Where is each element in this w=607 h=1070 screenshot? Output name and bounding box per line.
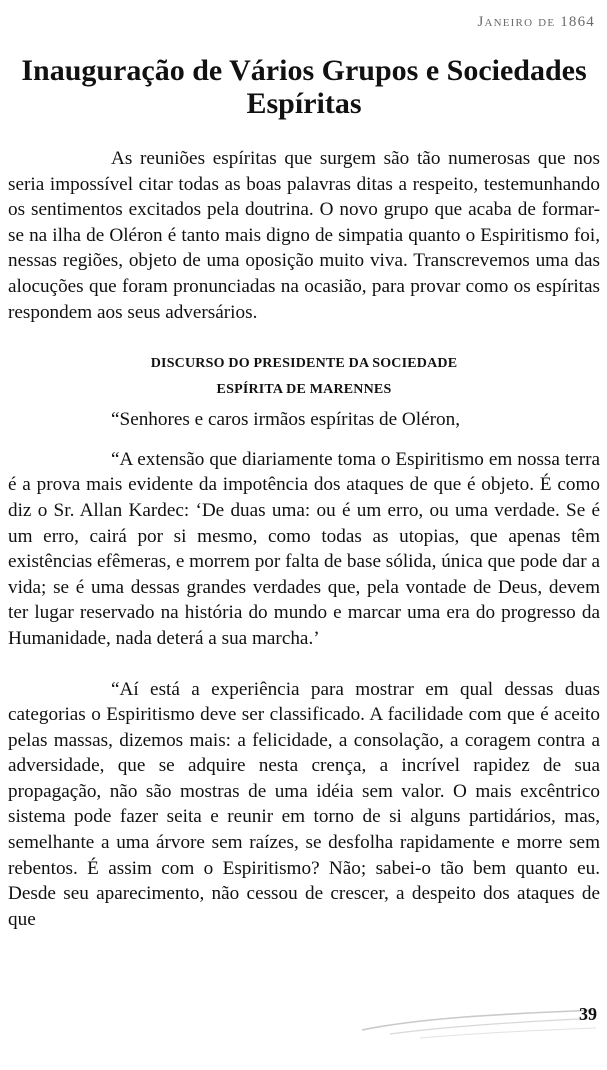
article-title: Inauguração de Vários Grupos e Sociedades Espíritas xyxy=(21,54,587,120)
speech-paragraph-1: “A extensão que diariamente toma o Espiritismo em nossa terra é a prova mais evidente da impotência dos ataques de que é objeto. É como diz o Sr. Allan Kardec: ‘De duas uma: ou é um erro, ou uma verdade. Se é um erro, cairá por si mesmo, como todas as utopias, que apenas têm existências efêmeras, e morrem por falta de base sólida, única que pode dar a vida; se é uma dessas grandes verdades que, pela vontade de Deus, devem ter lugar reservado na história do mundo e marcar uma era do progresso da Humanidade, nada deterá a sua marcha.’ xyxy=(8,448,600,649)
section-heading-line-1: DISCURSO DO PRESIDENTE DA SOCIEDADE xyxy=(150,356,458,372)
speech-paragraph-2: “Aí está a experiência para mostrar em qual dessas duas categorias o Espiritismo deve ser classificado. A facilidade com que é aceito pelas massas, dizemos mais: a felicidade, a consolação, a coragem contra a adversidade, que se adquire nesta crença, a incrível rapidez de sua propagação, não são mostras de uma idéia sem valor. O mais excêntrico sistema pode fazer seita e reunir em torno de si alguns partidários, mas, semelhante a uma árvore sem raízes, se desfolha rapidamente e morre sem rebentos. É assim com o Espiritismo? Não; sabei-o tão bem quanto eu. Desde seu aparecimento, não cessou de crescer, a despeito dos ataques de que xyxy=(8,678,600,930)
running-header: Janeiro de 1864 xyxy=(477,14,595,30)
article-body xyxy=(8,146,600,932)
intro-paragraph: As reuniões espíritas que surgem são tão numerosas que nos seria impossível citar todas as boas palavras ditas a respeito, testemunhando os sentimentos excitados pela doutrina. O novo grupo que acaba de formar-se na ilha de Oléron é tanto mais digno de simpatia quanto o Espiritismo foi, nessas regiões, objeto de uma oposição muito viva. Transcrevemos uma das alocuções que foram pronunciadas na ocasião, para provar como os espíritas respondem aos seus adversários. xyxy=(8,148,600,323)
speech-greeting: “Senhores e caros irmãos espíritas de Oléron, xyxy=(111,409,460,431)
section-heading xyxy=(8,351,600,403)
page-number: 39 xyxy=(579,1004,597,1024)
footer-ornament xyxy=(360,1000,600,1040)
section-heading-line-2: ESPÍRITA DE MARENNES xyxy=(216,382,392,398)
